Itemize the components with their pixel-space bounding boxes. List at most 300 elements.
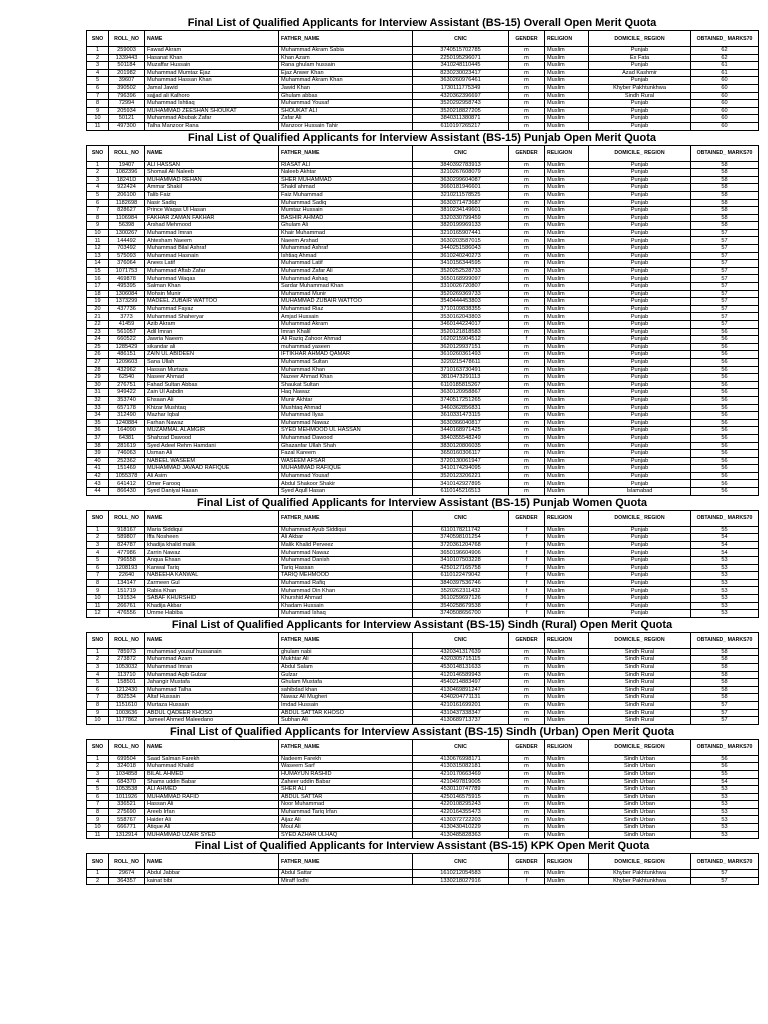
cell-roll-no: 273872 [109, 656, 145, 664]
cell-father-name: Muhammad Dawood [279, 434, 413, 442]
cell-sno: 6 [87, 564, 109, 572]
cell-sno: 24 [87, 336, 109, 344]
cell-cnic: 4540214883497 [413, 679, 509, 687]
cell-religion: Muslim [545, 252, 589, 260]
cell-obtained-marks: 58 [691, 686, 759, 694]
cell-cnic: 3410107503228 [413, 557, 509, 565]
cell-roll-no: 1071753 [109, 267, 145, 275]
cell-religion: Muslim [545, 572, 589, 580]
cell-name: Muhammad Shaheryar [145, 313, 279, 321]
table-row [87, 336, 759, 344]
cell-religion: Muslim [545, 305, 589, 313]
cell-cnic: 6110122479042 [413, 572, 509, 580]
cell-obtained-marks: 54 [691, 778, 759, 786]
cell-roll-no: 56398 [109, 222, 145, 230]
cell-religion: Muslim [545, 381, 589, 389]
cell-father-name: Tariq Hassan [279, 564, 413, 572]
cell-roll-no: 497300 [109, 122, 145, 130]
column-header-religion: RELIGION [545, 632, 589, 648]
cell-religion: Muslim [545, 176, 589, 184]
cell-religion: Muslim [545, 824, 589, 832]
cell-sno: 33 [87, 404, 109, 412]
cell-religion: Muslim [545, 541, 589, 549]
cell-obtained-marks: 53 [691, 786, 759, 794]
cell-sno: 41 [87, 465, 109, 473]
cell-domicile-region: Punjab [589, 283, 691, 291]
cell-religion: Muslim [545, 557, 589, 565]
cell-sno: 25 [87, 343, 109, 351]
cell-cnic: 4250146575915 [413, 793, 509, 801]
cell-father-name: Muhammad Din Khan [279, 587, 413, 595]
cell-roll-no: 657178 [109, 404, 145, 412]
cell-roll-no: 575093 [109, 252, 145, 260]
cell-religion: Muslim [545, 450, 589, 458]
cell-roll-no: 1053538 [109, 786, 145, 794]
cell-obtained-marks: 56 [691, 343, 759, 351]
cell-religion: Muslim [545, 229, 589, 237]
table-header-row [87, 854, 759, 870]
cell-cnic: 4130689713737 [413, 717, 509, 725]
table-row [87, 374, 759, 382]
cell-father-name: Noor Muhammad [279, 801, 413, 809]
cell-cnic: 4530148131633 [413, 663, 509, 671]
column-header-roll-no: ROLL_NO [109, 854, 145, 870]
cell-religion: Muslim [545, 298, 589, 306]
cell-domicile-region: Punjab [589, 107, 691, 115]
cell-sno: 10 [87, 115, 109, 123]
cell-obtained-marks: 57 [691, 305, 759, 313]
cell-roll-no: 666771 [109, 824, 145, 832]
cell-roll-no: 1053032 [109, 663, 145, 671]
cell-name: sajjad ali Kalhoro [145, 92, 279, 100]
cell-name: Mazhar Iqbal [145, 412, 279, 420]
cell-name: FAKHAR ZAMAN FAKHAR [145, 214, 279, 222]
cell-domicile-region: Sindh Urban [589, 793, 691, 801]
cell-domicile-region: Punjab [589, 169, 691, 177]
cell-obtained-marks: 57 [691, 267, 759, 275]
column-header-obtained-marks: OBTAINED_ MARKS70 [691, 632, 759, 648]
table-row [87, 122, 759, 130]
cell-religion: Muslim [545, 313, 589, 321]
cell-obtained-marks: 56 [691, 480, 759, 488]
cell-domicile-region: Punjab [589, 305, 691, 313]
cell-sno: 8 [87, 579, 109, 587]
column-header-name: NAME [145, 739, 279, 755]
cell-domicile-region: Sindh Rural [589, 648, 691, 656]
table-row [87, 237, 759, 245]
cell-sno: 35 [87, 419, 109, 427]
cell-name: Umme Habiba [145, 610, 279, 618]
cell-domicile-region: Punjab [589, 587, 691, 595]
cell-name: Jahangir Mustafa [145, 679, 279, 687]
cell-sno: 7 [87, 572, 109, 580]
column-header-father-name: FATHER_NAME [279, 510, 413, 526]
cell-sno: 5 [87, 786, 109, 794]
cell-obtained-marks: 58 [691, 648, 759, 656]
cell-religion: Muslim [545, 267, 589, 275]
cell-religion: Muslim [545, 191, 589, 199]
section-title: Final List of Qualified Applicants for Interview Assistant (BS-15) KPK Open Merit Quota [194, 840, 650, 853]
cell-gender: m [509, 321, 545, 329]
cell-obtained-marks: 58 [691, 656, 759, 664]
cell-sno: 2 [87, 169, 109, 177]
cell-father-name: Aijaz Ali [279, 816, 413, 824]
cell-name: MUZAMMAL ALAMGIR [145, 427, 279, 435]
column-header-father-name: FATHER_NAME [279, 31, 413, 47]
table-row [87, 480, 759, 488]
cell-name: SABAF KHURSHID [145, 595, 279, 603]
cell-name: Sana Ullah [145, 358, 279, 366]
column-header-name: NAME [145, 31, 279, 47]
cell-domicile-region: Punjab [589, 480, 691, 488]
cell-gender: m [509, 176, 545, 184]
cell-name: ABDUL QADEER KHOSO [145, 709, 279, 717]
cell-religion: Muslim [545, 184, 589, 192]
cell-father-name: Zafar Ali [279, 115, 413, 123]
cell-sno: 29 [87, 374, 109, 382]
cell-cnic: 3210267608079 [413, 169, 509, 177]
cell-domicile-region: Punjab [589, 298, 691, 306]
cell-domicile-region: Punjab [589, 275, 691, 283]
cell-name: Muhammad Waqas [145, 275, 279, 283]
cell-father-name: Muhammad Khan [279, 366, 413, 374]
cell-religion: Muslim [545, 283, 589, 291]
cell-cnic: 1730111775349 [413, 84, 509, 92]
cell-cnic: 4130372722203 [413, 816, 509, 824]
cell-roll-no: 1373299 [109, 298, 145, 306]
cell-gender: m [509, 816, 545, 824]
cell-father-name: Nadeem Farekh [279, 755, 413, 763]
cell-father-name: Muhammad Sadiq [279, 199, 413, 207]
cell-religion: Muslim [545, 343, 589, 351]
column-header-name: NAME [145, 632, 279, 648]
column-header-sno: SNO [87, 145, 109, 161]
cell-gender: m [509, 366, 545, 374]
cell-roll-no: 1034858 [109, 770, 145, 778]
cell-name: Zain Ul Aabdin [145, 389, 279, 397]
cell-domicile-region: Sindh Rural [589, 656, 691, 664]
cell-cnic: 3520252528733 [413, 267, 509, 275]
cell-father-name: Zaheer uddin Babar [279, 778, 413, 786]
cell-religion: Muslim [545, 54, 589, 62]
cell-gender: m [509, 709, 545, 717]
cell-name: Syed Adeel Rehm Hamdani [145, 442, 279, 450]
cell-name: Muhammad Imran [145, 663, 279, 671]
cell-name: Muhammad Talha [145, 686, 279, 694]
cell-name: Talib Faiz [145, 191, 279, 199]
table-row [87, 824, 759, 832]
cell-sno: 28 [87, 366, 109, 374]
cell-domicile-region: Punjab [589, 260, 691, 268]
cell-roll-no: 324018 [109, 763, 145, 771]
cell-father-name: BASHIR AHMAD [279, 214, 413, 222]
cell-domicile-region: Sindh Urban [589, 808, 691, 816]
cell-name: Shahzad Dawood [145, 434, 279, 442]
cell-gender: m [509, 480, 545, 488]
cell-gender: m [509, 199, 545, 207]
cell-name: Abdul Jabbar [145, 870, 279, 878]
cell-father-name: Munir Akhtar [279, 396, 413, 404]
cell-cnic: 4130469891247 [413, 686, 509, 694]
cell-name: MUHAMMAD ZEESHAN SHOUKAT [145, 107, 279, 115]
cell-sno: 5 [87, 191, 109, 199]
cell-domicile-region: Punjab [589, 358, 691, 366]
cell-roll-no: 866430 [109, 488, 145, 496]
cell-roll-no: 1011926 [109, 793, 145, 801]
cell-name: Muhammad Fayaz [145, 305, 279, 313]
cell-obtained-marks: 53 [691, 816, 759, 824]
cell-obtained-marks: 53 [691, 801, 759, 809]
cell-obtained-marks: 57 [691, 245, 759, 253]
cell-obtained-marks: 56 [691, 763, 759, 771]
cell-roll-no: 477986 [109, 549, 145, 557]
cell-father-name: MUHAMMAD RAFIQUE [279, 465, 413, 473]
cell-father-name: Shakil ahmad [279, 184, 413, 192]
cell-father-name: Imdad Hussain [279, 701, 413, 709]
cell-roll-no: 824787 [109, 541, 145, 549]
cell-domicile-region: Sindh Rural [589, 679, 691, 687]
cell-domicile-region: Punjab [589, 610, 691, 618]
cell-religion: Muslim [545, 237, 589, 245]
cell-sno: 7 [87, 207, 109, 215]
table-row [87, 679, 759, 687]
cell-cnic: 3650160306117 [413, 450, 509, 458]
cell-religion: Muslim [545, 84, 589, 92]
cell-cnic: 3630120958867 [413, 389, 509, 397]
cell-cnic: 6110178211742 [413, 526, 509, 534]
cell-sno: 9 [87, 816, 109, 824]
table-row [87, 442, 759, 450]
cell-religion: Muslim [545, 694, 589, 702]
cell-father-name: Ejaz Anwer Khan [279, 69, 413, 77]
cell-cnic: 4130430410229 [413, 824, 509, 832]
cell-roll-no: 785973 [109, 648, 145, 656]
table-row [87, 587, 759, 595]
cell-father-name: ABDUL SATTAR KHOSO [279, 709, 413, 717]
cell-gender: m [509, 47, 545, 55]
cell-domicile-region: Sindh Urban [589, 801, 691, 809]
cell-domicile-region: Punjab [589, 222, 691, 230]
cell-religion: Muslim [545, 419, 589, 427]
cell-gender: m [509, 237, 545, 245]
table-row [87, 526, 759, 534]
cell-obtained-marks: 57 [691, 275, 759, 283]
cell-father-name: Nawaz Ali Mugheri [279, 694, 413, 702]
cell-sno: 32 [87, 396, 109, 404]
cell-gender: m [509, 427, 545, 435]
cell-domicile-region: Punjab [589, 207, 691, 215]
cell-obtained-marks: 56 [691, 328, 759, 336]
cell-gender: m [509, 488, 545, 496]
cell-religion: Muslim [545, 404, 589, 412]
cell-domicile-region: Punjab [589, 374, 691, 382]
table-row [87, 267, 759, 275]
cell-gender: m [509, 404, 545, 412]
cell-roll-no: 134147 [109, 579, 145, 587]
cell-cnic: 4320305715115 [413, 656, 509, 664]
table-row [87, 656, 759, 664]
cell-domicile-region: Punjab [589, 115, 691, 123]
cell-father-name: Ghulam Ali [279, 222, 413, 230]
cell-roll-no: 1182698 [109, 199, 145, 207]
cell-father-name: SHER MUHAMMAD [279, 176, 413, 184]
cell-gender: m [509, 207, 545, 215]
cell-obtained-marks: 53 [691, 831, 759, 839]
column-header-religion: RELIGION [545, 854, 589, 870]
cell-religion: Muslim [545, 831, 589, 839]
cell-religion: Muslim [545, 816, 589, 824]
table-row [87, 222, 759, 230]
cell-gender: f [509, 564, 545, 572]
document-page [86, 0, 758, 885]
cell-cnic: 3610260361493 [413, 351, 509, 359]
cell-sno: 20 [87, 305, 109, 313]
cell-name: MUHAMMAD JAVAAD RAFIQUE [145, 465, 279, 473]
cell-religion: Muslim [545, 366, 589, 374]
cell-obtained-marks: 55 [691, 526, 759, 534]
section-title: Final List of Qualified Applicants for Interview Assistant (BS-15) Overall Open Merit Quota [187, 17, 657, 29]
cell-cnic: 4210497819005 [413, 778, 509, 786]
table-row [87, 457, 759, 465]
cell-sno: 4 [87, 69, 109, 77]
cell-domicile-region: Sindh Urban [589, 778, 691, 786]
column-header-domicile-region: DOMICILE_ REGION [589, 145, 691, 161]
cell-father-name: Ghazanfar Ullah Shah [279, 442, 413, 450]
applicants-table [86, 30, 759, 131]
cell-gender: m [509, 77, 545, 85]
cell-cnic: 3650168999097 [413, 275, 509, 283]
cell-obtained-marks: 56 [691, 427, 759, 435]
cell-father-name: SHER ALI [279, 786, 413, 794]
cell-sno: 26 [87, 351, 109, 359]
cell-father-name: Muhammad Danish [279, 557, 413, 565]
table-row [87, 717, 759, 725]
cell-gender: m [509, 801, 545, 809]
cell-religion: Muslim [545, 763, 589, 771]
cell-name: Altaf Hussain [145, 694, 279, 702]
cell-cnic: 3410174294095 [413, 465, 509, 473]
cell-roll-no: 1212430 [109, 686, 145, 694]
cell-roll-no: 796396 [109, 92, 145, 100]
cell-obtained-marks: 56 [691, 404, 759, 412]
cell-gender: m [509, 412, 545, 420]
cell-gender: f [509, 877, 545, 885]
column-header-domicile-region: DOMICILE_ REGION [589, 854, 691, 870]
cell-roll-no: 39607 [109, 77, 145, 85]
table-row [87, 245, 759, 253]
cell-obtained-marks: 57 [691, 313, 759, 321]
cell-roll-no: 828627 [109, 207, 145, 215]
cell-name: Prince Waqas Ul Hasan [145, 207, 279, 215]
cell-name: ALI HASSAN [145, 161, 279, 169]
table-row [87, 47, 759, 55]
table-row [87, 564, 759, 572]
cell-roll-no: 312490 [109, 412, 145, 420]
cell-obtained-marks: 53 [691, 793, 759, 801]
cell-cnic: 3520121818583 [413, 328, 509, 336]
cell-name: Hasanat Khan [145, 54, 279, 62]
cell-sno: 9 [87, 587, 109, 595]
cell-obtained-marks: 57 [691, 283, 759, 291]
cell-cnic: 3840355548249 [413, 434, 509, 442]
cell-father-name: Khadam Hussain [279, 602, 413, 610]
cell-father-name: Muhammad Sultan [279, 358, 413, 366]
cell-name: Saad Salman Farekh [145, 755, 279, 763]
cell-obtained-marks: 58 [691, 161, 759, 169]
column-header-domicile-region: DOMICILE_ REGION [589, 31, 691, 47]
cell-name: Muhammad Hasnain [145, 252, 279, 260]
cell-father-name: Faiz Muhammad [279, 191, 413, 199]
cell-roll-no: 922424 [109, 184, 145, 192]
section-title: Final List of Qualified Applicants for Interview Assistant (BS-15) Sindh (Rural) Open Merit Quota [171, 618, 673, 631]
cell-sno: 43 [87, 480, 109, 488]
cell-religion: Muslim [545, 679, 589, 687]
cell-father-name: Muhammad Nawaz [279, 549, 413, 557]
cell-roll-no: 72994 [109, 100, 145, 108]
cell-gender: f [509, 534, 545, 542]
cell-sno: 8 [87, 808, 109, 816]
cell-sno: 2 [87, 763, 109, 771]
cell-sno: 21 [87, 313, 109, 321]
cell-roll-no: 19407 [109, 161, 145, 169]
column-header-gender: GENDER [509, 739, 545, 755]
cell-domicile-region: Punjab [589, 541, 691, 549]
cell-roll-no: 281619 [109, 442, 145, 450]
cell-obtained-marks: 58 [691, 176, 759, 184]
cell-sno: 11 [87, 831, 109, 839]
cell-domicile-region: Sindh Urban [589, 831, 691, 839]
cell-cnic: 3540444453803 [413, 298, 509, 306]
cell-roll-no: 486151 [109, 351, 145, 359]
cell-name: Muhammad Aftab Zafar [145, 267, 279, 275]
cell-roll-no: 275690 [109, 808, 145, 816]
cell-domicile-region: Sindh Rural [589, 717, 691, 725]
cell-cnic: 3720361204768 [413, 541, 509, 549]
column-header-domicile-region: DOMICILE_ REGION [589, 739, 691, 755]
cell-father-name: ABDUL SATTAR [279, 793, 413, 801]
cell-name: Ehsaan Ali [145, 396, 279, 404]
table-row [87, 557, 759, 565]
table-row [87, 793, 759, 801]
cell-name: Jameel Ahmed Maleedano [145, 717, 279, 725]
cell-name: Fawad Akram [145, 47, 279, 55]
cell-father-name: Fazal Kareem [279, 450, 413, 458]
cell-name: muhammad yousuf hussanain [145, 648, 279, 656]
table-row [87, 283, 759, 291]
table-row [87, 786, 759, 794]
cell-cnic: 3530162043803 [413, 313, 509, 321]
cell-religion: Muslim [545, 214, 589, 222]
cell-sno: 9 [87, 709, 109, 717]
cell-domicile-region: Khyber Pakhtunkhwa [589, 870, 691, 878]
cell-name: Haider Ali [145, 816, 279, 824]
cell-sno: 9 [87, 222, 109, 230]
cell-gender: m [509, 671, 545, 679]
cell-father-name: Muhammad Akram Khan [279, 77, 413, 85]
cell-sno: 7 [87, 801, 109, 809]
cell-father-name: Muhammad Yousaf [279, 100, 413, 108]
cell-father-name: Mukhtar Ali [279, 656, 413, 664]
cell-religion: Muslim [545, 808, 589, 816]
cell-roll-no: 1177862 [109, 717, 145, 725]
cell-gender: m [509, 214, 545, 222]
cell-cnic: 4120146589943 [413, 671, 509, 679]
cell-obtained-marks: 53 [691, 824, 759, 832]
cell-name: MUHAMMAD RAFID [145, 793, 279, 801]
cell-sno: 11 [87, 602, 109, 610]
cell-obtained-marks: 53 [691, 579, 759, 587]
cell-name: BILAL AHMED [145, 770, 279, 778]
